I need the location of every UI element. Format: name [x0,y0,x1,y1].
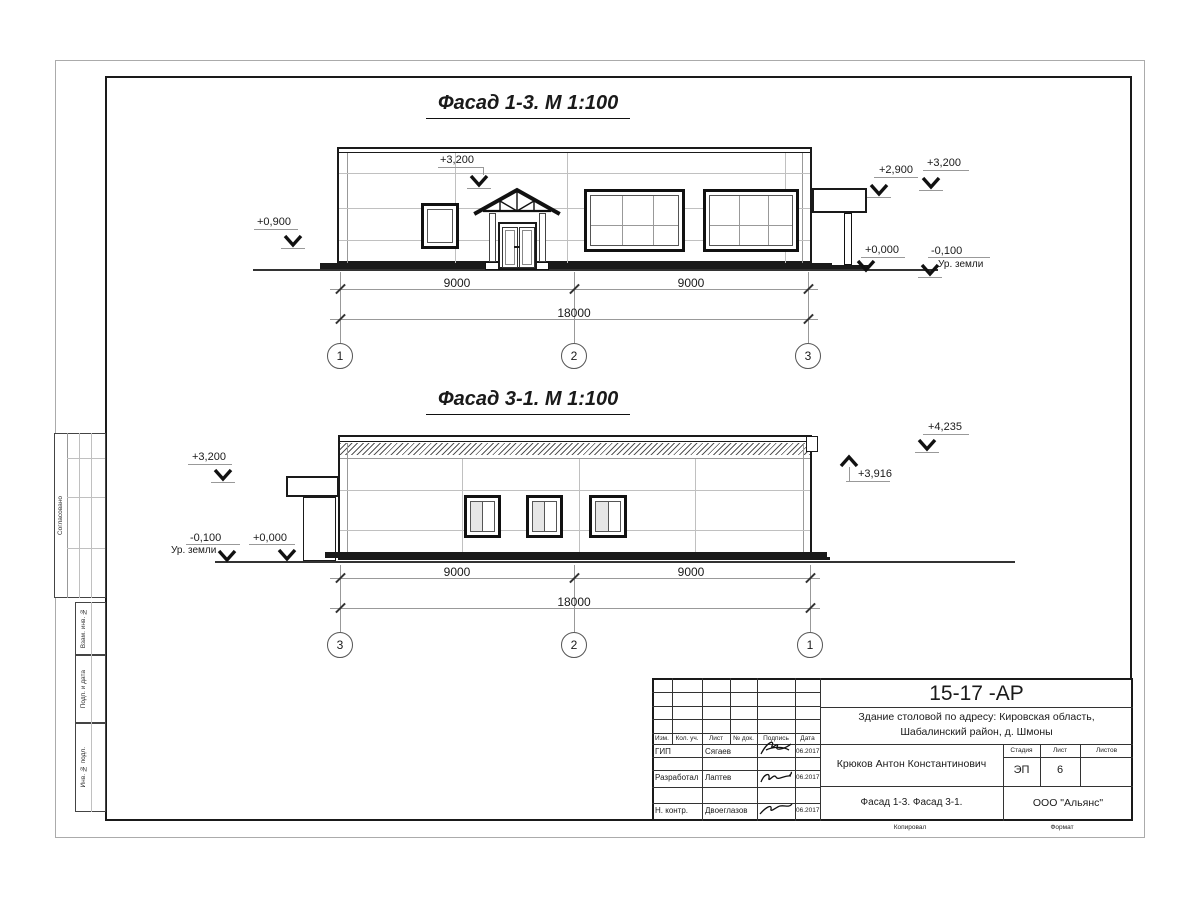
facade13-large-window-2-panes [709,195,793,246]
facade13-parapet-line [339,152,810,153]
elevation-arrow-down-icon [921,176,941,189]
facade31-parapet-line [340,441,810,442]
podp-data-labelbox [75,655,91,723]
facade31-window-3-panes [595,501,621,532]
facade13-porch-post-left [489,213,496,262]
elevation-level-tick [211,482,235,483]
elevation-mark-shelf [874,177,918,178]
facade13-ground-line [253,269,938,271]
vzam-inv-labelbox [75,602,91,655]
stage-label: Стадия [1010,747,1033,754]
facade31-parapet-band [340,443,810,455]
facade13-side-canopy-post [844,213,852,265]
axis-bubble [561,632,587,658]
dimension-value: 9000 [443,565,471,579]
dimension-value: 9000 [443,276,471,290]
facade13-small-window-pane [427,209,453,243]
facade31-window-2 [526,495,563,538]
col-header-ndok: № док. [733,735,754,742]
title-block-line [1003,744,1004,821]
approval-table-line [67,548,105,549]
kopiroval-label: Копировал [893,824,927,831]
facade31-corner-cap [806,436,818,452]
title-block-line [652,692,820,693]
facade13-siding-line [339,173,810,174]
elevation-mark-shelf [928,257,990,258]
facade13-large-window-1-panes [590,195,679,246]
elevation-mark-label: +0,000 [253,532,287,544]
facade31-corner-trim-left [347,443,348,558]
vzam-inv-label: Взам. инв. № [79,608,87,649]
elevation-mark-label: +3,916 [858,468,892,480]
axis-bubble [795,343,821,369]
format-label: Формат [1050,824,1074,831]
elevation-arrow-down-icon [213,468,233,481]
elevation-mark-label: +2,900 [879,164,913,176]
sheet-title: Фасад 1-3. Фасад 3-1. [860,797,963,808]
object-description-line1: Здание столовой по адресу: Кировская область, [858,711,1095,723]
elevation-mark-label: +3,200 [440,154,474,166]
facade31-plinth-step [812,557,830,560]
facade31-window-2-panes [532,501,557,532]
facade31-corner-trim-right [803,443,804,558]
elevation-mark-label: +0,900 [257,216,291,228]
company-name: ООО "Альянс" [1032,797,1104,809]
axis-bubble [797,632,823,658]
signature [758,768,794,788]
elevation-mark-label: -0,100 [931,245,963,257]
facade31-panel-joint [462,459,463,553]
facade31-window-1 [464,495,501,538]
signature-date: 06.2017 [796,807,820,814]
signer-name: Двоеглазов [705,806,748,815]
sheets-label: Листов [1095,747,1118,754]
signer-name: Лаптев [705,773,732,782]
elevation-level-tick [918,277,942,278]
facade13-porch-post-right [539,213,546,262]
elevation-mark-shelf [188,464,232,465]
title-block-line [652,757,820,758]
facade31-siding-line [340,490,810,491]
inv-podl-label: Инв. № подл. [79,747,87,788]
axis-number: 1 [806,638,814,652]
facade13-side-canopy [812,188,867,213]
elevation-level-tick [915,452,939,453]
facade31-window-1-panes [470,501,495,532]
title-block-line [652,733,820,734]
elevation-mark-shelf [254,229,298,230]
title-block-line [652,803,820,804]
elevation-level-tick [867,197,891,198]
elevation-mark-leader [849,467,850,481]
elevation-arrow-down-icon [217,549,237,562]
vzam-inv-divider [91,602,92,655]
dimension-value: 9000 [677,276,705,290]
dimension-value: 18000 [557,306,591,320]
axis-number: 3 [804,349,812,363]
stage-value: ЭП [1013,764,1030,776]
signature [758,738,794,758]
dimension-value: 9000 [677,565,705,579]
elevation-mark-shelf [923,170,969,171]
ground-level-label: Ур. земли [938,259,984,270]
elevation-mark-shelf [249,544,295,545]
inv-podl-labelbox [75,723,91,812]
facade13-door-leaf-right [519,227,535,268]
elevation-arrow-down-icon [283,234,303,247]
signer-role: ГИП [655,747,671,756]
facade31-side-canopy [286,476,339,497]
approval-label-cell [54,433,67,598]
facade31-siding-line [340,530,810,531]
signer-name: Сягаев [705,747,731,756]
elevation-mark-shelf [861,257,905,258]
elevation-mark-shelf [846,481,890,482]
title-block-line [820,786,1133,787]
facade13-title: Фасад 1-3. М 1:100 [426,92,630,119]
sheet-value: 6 [1056,764,1064,776]
extension-line [808,272,809,343]
title-block-line [1003,757,1133,758]
approval-table-line [67,497,105,498]
soglasovano-label: Согласовано [57,495,64,536]
axis-bubble [561,343,587,369]
facade31-title: Фасад 3-1. М 1:100 [426,388,630,415]
podp-data-divider [91,655,92,723]
axis-number: 1 [336,349,344,363]
facade31-ground-line [215,561,1015,563]
col-header-podpis: Подпись [763,735,789,742]
facade13-porch-gable [473,186,561,216]
axis-number: 2 [570,638,578,652]
author-name: Крюков Антон Константинович [836,758,987,770]
inv-podl-divider [91,723,92,812]
title-block-line [652,744,1133,745]
signature-date: 06.2017 [796,748,820,755]
elevation-mark-label: -0,100 [190,532,222,544]
document-number: 15-17 -АР [929,682,1024,705]
ground-level-label: Ур. земли [171,545,217,556]
col-header-list: Лист [708,735,724,742]
facade31-window-3 [589,495,627,538]
facade13-large-window-2 [703,189,799,252]
facade31-parapet-bottom-line [340,458,810,459]
elevation-level-tick [919,190,943,191]
elevation-mark-label: +4,235 [928,421,962,433]
elevation-mark-shelf [438,167,484,168]
facade13-door-handle [514,246,520,248]
facade13-panel-joint [567,153,568,263]
elevation-arrow-down-icon [856,259,876,272]
title-block-line [820,707,1133,708]
title-block-line [652,719,820,720]
signature [758,799,794,819]
elevation-mark-shelf [923,434,969,435]
elevation-arrow-down-icon [277,548,297,561]
axis-bubble [327,632,353,658]
title-block-line [652,770,820,771]
axis-number: 3 [336,638,344,652]
dimension-value: 18000 [557,595,591,609]
object-description-line2: Шабалинский район, д. Шмоны [900,726,1053,738]
col-header-izm: Изм. [655,735,669,742]
elevation-arrow-down-icon [917,438,937,451]
title-block-line [652,787,820,788]
signer-role: Разработал [655,773,699,782]
signer-role: Н. контр. [655,806,689,815]
signature-date: 06.2017 [796,774,820,781]
facade31-panel-joint [695,459,696,553]
col-header-data: Дата [800,735,815,742]
facade31-panel-joint [579,459,580,553]
approval-table-line [67,458,105,459]
col-header-kol: Кол. уч. [675,735,699,742]
elevation-arrow-down-icon [469,174,489,187]
axis-bubble [327,343,353,369]
facade31-plinth [325,552,827,558]
elevation-mark-label: +0,000 [865,244,899,256]
extension-line [340,272,341,343]
axis-number: 2 [570,349,578,363]
title-block-line [652,706,820,707]
facade13-entrance-door [498,222,537,269]
podp-data-label: Подп. и дата [79,669,87,709]
elevation-arrow-down-icon [920,263,940,276]
elevation-level-tick [467,188,491,189]
facade13-small-window [421,203,459,249]
elevation-mark-label: +3,200 [927,157,961,169]
sheet-label: Лист [1052,747,1068,754]
title-block-line [702,678,703,821]
elevation-arrow-down-icon [869,183,889,196]
elevation-mark-label: +3,200 [192,451,226,463]
facade13-large-window-1 [584,189,685,252]
elevation-level-tick [281,248,305,249]
